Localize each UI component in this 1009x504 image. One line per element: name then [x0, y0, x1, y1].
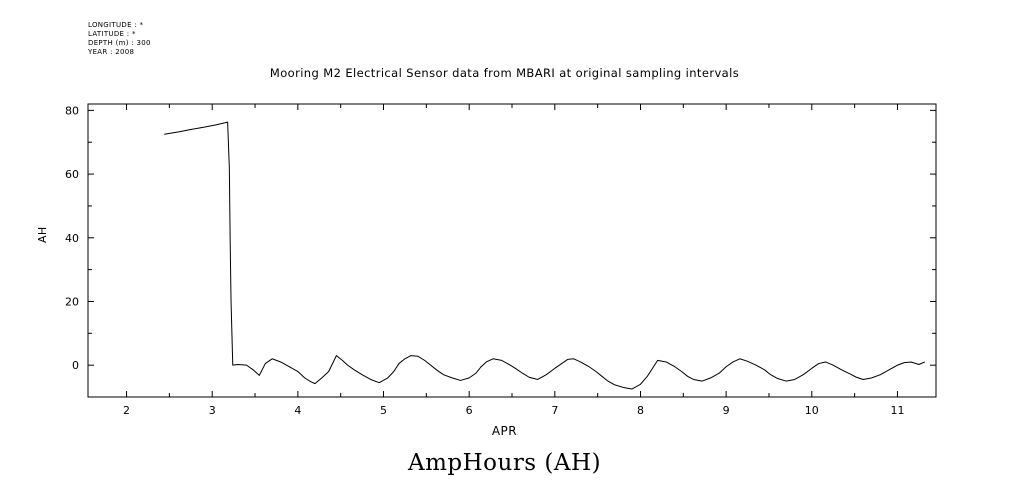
y-tick-label: 80: [65, 104, 79, 118]
x-tick-label: 10: [804, 404, 819, 417]
x-axis-label: APR: [491, 424, 518, 438]
metadata-depth: DEPTH (m) : 300: [88, 39, 151, 47]
y-tick-label: 60: [65, 168, 79, 182]
x-tick-label: 5: [380, 404, 388, 417]
x-tick-label: 3: [208, 404, 216, 417]
y-tick-label: 0: [72, 359, 79, 373]
y-axis-label: AH: [36, 226, 49, 243]
x-tick-label: 9: [722, 404, 730, 417]
x-tick-label: 6: [465, 404, 473, 417]
y-tick-label: 20: [65, 295, 79, 309]
x-tick-label: 7: [551, 404, 559, 417]
data-series-line: [164, 122, 925, 389]
y-tick-label: 40: [65, 231, 79, 245]
plot-frame: [88, 104, 936, 397]
x-tick-label: 11: [890, 404, 905, 417]
chart-title: Mooring M2 Electrical Sensor data from MBARI at original sampling intervals: [269, 66, 740, 80]
x-tick-label: 8: [636, 404, 644, 417]
metadata-longitude: LONGITUDE : *: [88, 21, 144, 29]
x-tick-label: 2: [123, 404, 131, 417]
metadata-latitude: LATITUDE : *: [88, 30, 136, 38]
figure-caption: AmpHours (AH): [407, 450, 602, 476]
metadata-year: YEAR : 2008: [88, 48, 135, 56]
x-tick-label: 4: [294, 404, 302, 417]
